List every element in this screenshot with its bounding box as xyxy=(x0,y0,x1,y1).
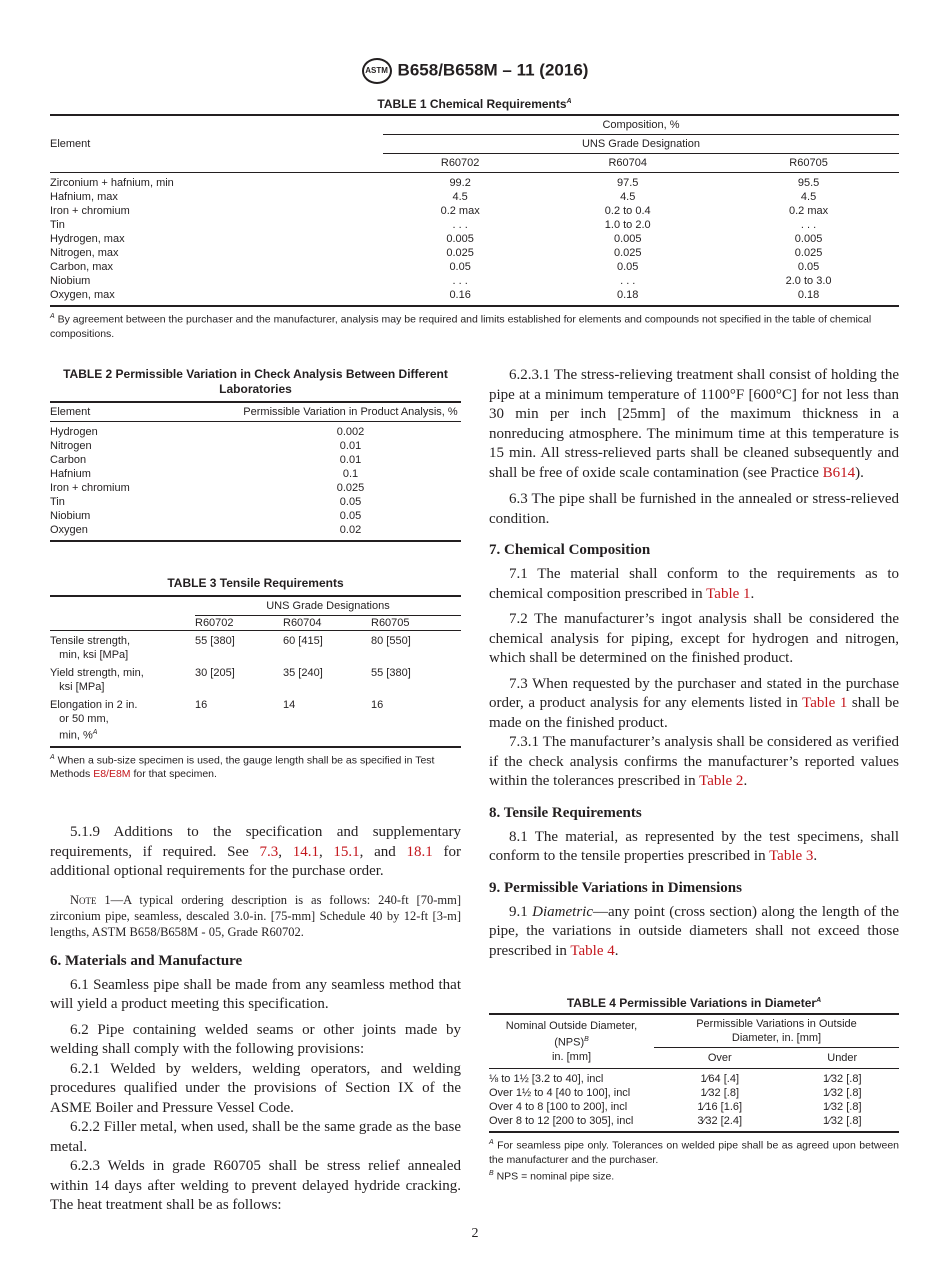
row-label: Niobium xyxy=(50,510,91,522)
section-9-heading: 9. Permissible Variations in Dimensions xyxy=(489,879,742,896)
group-uns: UNS Grade Designations xyxy=(195,596,461,616)
cell-value: 0.01 xyxy=(339,454,362,466)
link-b614[interactable]: B614 xyxy=(822,464,856,481)
cell-value: 0.05 xyxy=(449,261,471,273)
cell-value: 0.025 xyxy=(336,482,365,494)
cell-value: 35 [240] xyxy=(283,667,323,679)
row-label: Hafnium, max xyxy=(50,191,118,203)
table-row xyxy=(50,439,461,453)
cell-value: 55 [380] xyxy=(195,635,235,647)
row-label: Oxygen xyxy=(50,524,88,536)
row-label: Niobium xyxy=(50,275,91,287)
table-row xyxy=(50,288,899,306)
left-column xyxy=(50,367,461,1216)
cell-value: 0.01 xyxy=(339,440,362,452)
row-label: Hydrogen, max xyxy=(50,233,125,245)
para-7-2: 7.2 The manufacturer’s ingot analysis shall be considered the chemical analysis for piping, except for hydrogen and nitrogen, which shall be determined on the finished product. xyxy=(489,611,899,666)
row-label: Tensile strength, min, ksi [MPa] xyxy=(50,635,131,661)
cell-value: 1⁄32 [.8] xyxy=(822,1087,862,1099)
cell-value: 1.0 to 2.0 xyxy=(604,219,651,231)
para-8-1: 8.1 The material, as represented by the test specimens, shall conform to the tensile properties prescribed in Table 3. xyxy=(489,828,899,864)
para-6-1: 6.1 Seamless pipe shall be made from any seamless method that will yield a product meeting this specification. xyxy=(50,976,461,1013)
table1-title: TABLE 1 Chemical Requirements$^A$ xyxy=(377,97,572,111)
page-number: 2 xyxy=(471,1226,479,1241)
row-label: Yield strength, min, ksi [MPa] xyxy=(50,667,144,693)
row-label: Hydrogen xyxy=(50,426,98,438)
row-label: Tin xyxy=(50,496,65,508)
row-label: Iron + chromium xyxy=(50,205,130,217)
table3-title: TABLE 3 Tensile Requirements xyxy=(167,576,344,590)
para-5-1-9: 5.1.9 Additions to the specification and supplementary requirements, if required. See 7.3, 14.1, 15.1, and 18.1 for additional optional requirements for the purchase order. xyxy=(50,824,461,880)
cell-value: 30 [205] xyxy=(195,667,235,679)
col-element: Element xyxy=(50,138,91,150)
row-label: Over 8 to 12 [200 to 305], incl xyxy=(489,1115,634,1127)
cell-value: 0.2 to 0.4 xyxy=(604,205,651,217)
table1-block xyxy=(50,94,899,341)
table-row xyxy=(489,1086,899,1100)
table-row xyxy=(50,218,899,232)
group-uns: UNS Grade Designation xyxy=(383,135,899,154)
document-designation: B658/B658M – 11 (2016) xyxy=(397,60,589,80)
cell-value: 0.002 xyxy=(336,426,365,438)
link-table-1[interactable]: Table 1 xyxy=(802,695,848,711)
cell-value: 0.2 max xyxy=(789,205,829,217)
cell-value: 0.18 xyxy=(617,289,639,301)
table3 xyxy=(50,595,461,748)
link-table-3[interactable]: Table 3 xyxy=(769,848,814,864)
table-row xyxy=(50,422,461,440)
cell-value: 0.025 xyxy=(794,247,823,259)
link-table-1[interactable]: Table 1 xyxy=(706,585,751,602)
page-header xyxy=(0,58,950,84)
table-row xyxy=(50,523,461,541)
table-row xyxy=(489,1100,899,1114)
row-label: Over 1½ to 4 [40 to 100], incl xyxy=(489,1087,631,1099)
left-body xyxy=(50,823,461,1216)
para-9-1: 9.1 Diametric—any point (cross section) along the length of the pipe, the variations in outside diameters shall not exceed those prescribed in Table 4. xyxy=(489,903,899,959)
cell-value: 99.2 xyxy=(449,177,471,189)
table-row xyxy=(50,631,461,667)
group-permissible-variations: Permissible Variations in Outside Diameter, in. [mm] xyxy=(654,1014,899,1048)
cell-value: 14 xyxy=(283,699,296,711)
cell-value: . . . xyxy=(800,219,817,231)
col-grade: R60704 xyxy=(608,157,647,169)
table-row xyxy=(489,1069,899,1087)
para-6-2-3: 6.2.3 Welds in grade R60705 shall be stress relief annealed within 14 days after welding to prevent delayed hydride cracking. The heat treatment shall be as follows: xyxy=(50,1158,461,1214)
row-label: Oxygen, max xyxy=(50,289,115,301)
section-6-heading: 6. Materials and Manufacture xyxy=(50,952,243,969)
row-label: Over 4 to 8 [100 to 200], incl xyxy=(489,1101,628,1113)
cell-value: 0.18 xyxy=(797,289,820,301)
row-label: Nitrogen, max xyxy=(50,247,119,259)
col-grade: R60705 xyxy=(371,617,410,629)
row-label: Carbon, max xyxy=(50,261,113,273)
para-7-3: 7.3 When requested by the purchaser and stated in the purchase order, a product analysis for any elements listed in Table 1 shall be made on the finished product. xyxy=(489,675,899,731)
table-row xyxy=(50,481,461,495)
table1 xyxy=(50,114,899,307)
cell-value: 60 [415] xyxy=(283,635,323,647)
cell-value: 0.05 xyxy=(339,496,362,508)
table-row xyxy=(50,190,899,204)
col-grade: R60702 xyxy=(195,617,234,629)
cell-value: . . . xyxy=(452,275,468,287)
table-row xyxy=(50,260,899,274)
table1-footnote: $^A$ By agreement between the purchaser and the manufacturer, analysis may be required and limits established for elements and compounds not specified in the table of chemical compositions. xyxy=(50,313,872,340)
table-row xyxy=(489,1114,899,1132)
cell-value: 95.5 xyxy=(797,177,820,189)
section-8-heading: 8. Tensile Requirements xyxy=(489,804,642,821)
cell-value: 4.5 xyxy=(452,191,468,203)
cell-value: . . . xyxy=(620,275,636,287)
para-6-2-3-1: 6.2.3.1 The stress-relieving treatment shall consist of holding the pipe at a minimum temperature of 1100°F [600°C] for not less than 30 min per inch [25mm] of the maximum thickness in a nonreducing atmosphere. The minimum time at this temperature is 15 min. All stress-relieved parts shall be cleaned subsequently and shall be free of oxide scale contamination (see Practice B614). xyxy=(489,367,899,481)
table3-footnote: $^A$ When a sub-size specimen is used, the gauge length shall be as specified in Test Methods E8/E8M for that specimen. xyxy=(50,753,435,781)
cell-value: 0.05 xyxy=(617,261,639,273)
cell-value: 0.05 xyxy=(797,261,820,273)
table-row xyxy=(50,666,461,698)
right-column xyxy=(489,366,899,1183)
footnote-mark: A xyxy=(92,729,98,736)
table-row xyxy=(50,467,461,481)
row-label: Iron + chromium xyxy=(50,482,130,494)
table-row xyxy=(50,509,461,523)
table4-title: TABLE 4 Permissible Variations in Diameter$^A$ xyxy=(566,996,822,1010)
cell-value: 0.005 xyxy=(446,233,474,245)
para-6-2: 6.2 Pipe containing welded seams or other joints made by welding shall comply with the following provisions: xyxy=(50,1021,461,1058)
cell-value: 0.02 xyxy=(339,524,362,536)
cell-value: 97.5 xyxy=(617,177,639,189)
row-label: Tin xyxy=(50,219,65,231)
cell-value: 1⁄32 [.8] xyxy=(822,1115,862,1127)
col-grade: R60705 xyxy=(789,157,828,169)
cell-value: 1⁄32 [.8] xyxy=(822,1073,862,1085)
cell-value: . . . xyxy=(452,219,468,231)
row-label: Zirconium + hafnium, min xyxy=(50,177,174,189)
cell-value: 0.025 xyxy=(613,247,642,259)
para-6-3: 6.3 The pipe shall be furnished in the annealed or stress-relieved condition. xyxy=(489,491,899,527)
link-15-1[interactable]: 15.1 xyxy=(333,843,360,860)
link-7-3[interactable]: 7.3 xyxy=(259,843,279,860)
astm-logo: ASTM xyxy=(362,58,392,84)
cell-value: 16 xyxy=(371,699,384,711)
col-grade: R60702 xyxy=(440,157,480,169)
table-row xyxy=(50,173,899,191)
link-table-2[interactable]: Table 2 xyxy=(699,773,744,789)
para-6-2-2: 6.2.2 Filler metal, when used, shall be the same grade as the base metal. xyxy=(50,1119,461,1155)
table-row xyxy=(50,453,461,467)
cell-value: 1⁄16 [1.6] xyxy=(697,1101,743,1113)
table4 xyxy=(489,1013,899,1133)
col-nominal-diameter: Nominal Outside Diameter, (NPS)$^B$ in. [mm] xyxy=(489,1014,654,1069)
cell-value: 1⁄32 [.8] xyxy=(822,1101,862,1113)
group-composition: Composition, % xyxy=(383,115,899,135)
cell-value: 1⁄64 [.4] xyxy=(700,1073,740,1085)
table-row xyxy=(50,698,461,747)
col-variation: Permissible Variation in Product Analysis, % xyxy=(243,406,458,418)
table-row xyxy=(50,232,899,246)
row-label: ⅛ to 1½ [3.2 to 40], incl xyxy=(489,1073,604,1085)
table4-footnotes: $^A$ For seamless pipe only. Tolerances on welded pipe shall be as agreed upon between the manufacturer and the purchaser. $^B$ NPS = nominal pipe size. xyxy=(489,1139,900,1182)
row-label: Carbon xyxy=(50,454,87,466)
table-row xyxy=(50,274,899,288)
cell-value: 0.005 xyxy=(794,233,823,245)
para-7-3-1: 7.3.1 The manufacturer’s analysis shall be considered as verified if the check analysis confirms the manufacturer’s reported values within the tolerances prescribed in Table 2. xyxy=(489,734,899,789)
cell-value: 3⁄32 [2.4] xyxy=(697,1115,743,1127)
col-under: Under xyxy=(827,1052,858,1064)
cell-value: 0.05 xyxy=(339,510,362,522)
cell-value: 16 xyxy=(195,699,208,711)
link-18-1[interactable]: 18.1 xyxy=(406,843,433,860)
cell-value: 4.5 xyxy=(800,191,817,203)
cell-value: 1⁄32 [.8] xyxy=(700,1087,740,1099)
link-table-4[interactable]: Table 4 xyxy=(570,942,615,959)
para-7-1: 7.1 The material shall conform to the requirements as to chemical composition prescribed in Table 1. xyxy=(489,566,899,602)
cell-value: 0.025 xyxy=(446,247,474,259)
table-row xyxy=(50,495,461,509)
cell-value: 0.2 max xyxy=(440,205,480,217)
col-over: Over xyxy=(707,1052,732,1064)
row-label: Hafnium xyxy=(50,468,91,480)
col-grade: R60704 xyxy=(283,617,322,629)
table-row xyxy=(50,246,899,260)
cell-value: 80 [550] xyxy=(371,635,411,647)
table2 xyxy=(50,401,461,542)
table-row xyxy=(50,204,899,218)
row-label: Nitrogen xyxy=(50,440,92,452)
col-element: Element xyxy=(50,406,91,418)
table2-title: TABLE 2 Permissible Variation in Check Analysis Between Different Laboratories xyxy=(63,367,448,396)
link-e8[interactable]: E8/E8M xyxy=(93,768,131,781)
link-14-1[interactable]: 14.1 xyxy=(292,843,319,860)
note-1: Note 1—A typical ordering description is as follows: 240-ft [70-mm] zirconium pipe, seamless, descaled 3.0-in. [75-mm] Schedule 40 by 12-ft [3-m] lengths, ASTM B658/B658M - 05, Grade R60702. xyxy=(50,892,461,939)
row-label: Elongation in 2 in. or 50 mm, min, %$^A$ xyxy=(50,699,138,742)
cell-value: 0.005 xyxy=(613,233,642,245)
cell-value: 2.0 to 3.0 xyxy=(785,275,832,287)
cell-value: 0.1 xyxy=(342,468,359,480)
section-7-heading: 7. Chemical Composition xyxy=(489,542,651,558)
cell-value: 55 [380] xyxy=(371,667,411,679)
para-6-2-1: 6.2.1 Welded by welders, welding operators, and welding procedures qualified under the provisions of Section IX of the ASME Boiler and Pressure Vessel Code. xyxy=(50,1060,461,1116)
cell-value: 0.16 xyxy=(449,289,471,301)
cell-value: 4.5 xyxy=(620,191,636,203)
